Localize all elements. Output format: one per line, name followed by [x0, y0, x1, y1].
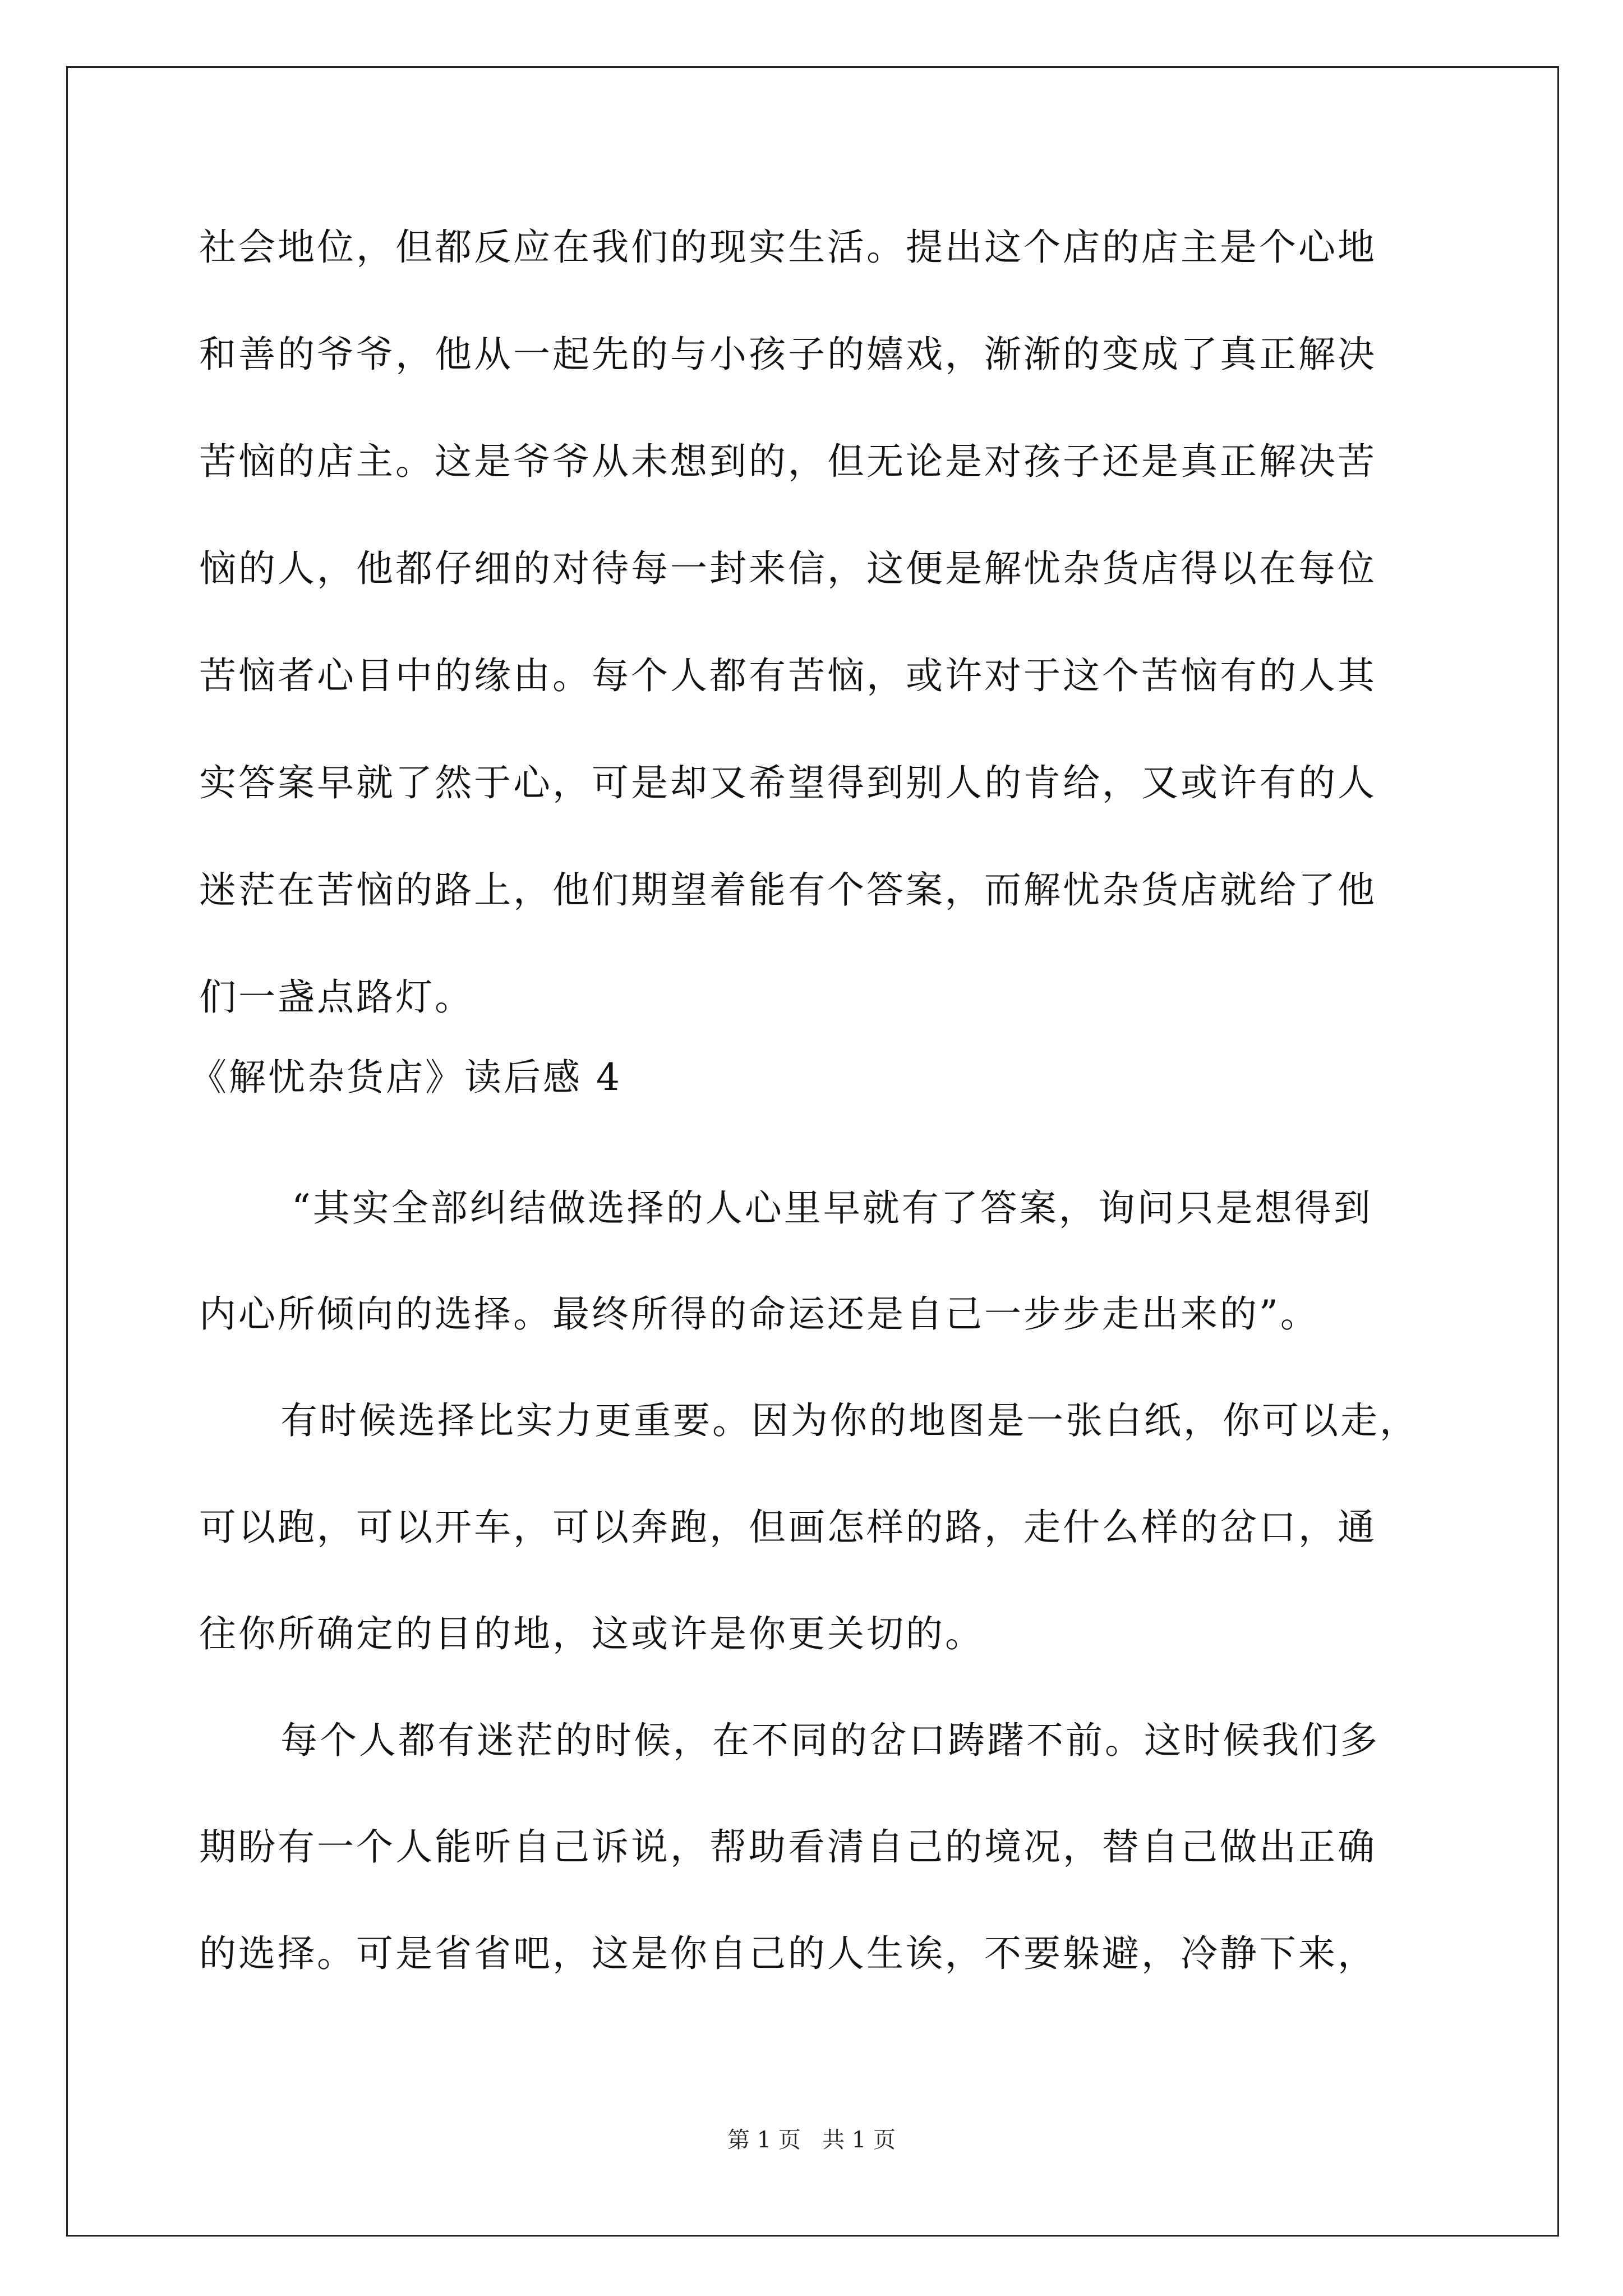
page-footer: 第 1 页 共 1 页: [727, 2127, 896, 2153]
text-line: 的选择。可是省省吧，这是你自己的人生诶，不要躲避，冷静下来，: [199, 1932, 1377, 1975]
section-heading: 《解忧杂货店》读后感 4: [190, 1056, 622, 1099]
text-line: 往你所确定的目的地，这或许是你更关切的。: [199, 1612, 984, 1655]
text-line: 期盼有一个人能听自己诉说，帮助看清自己的境况，替自己做出正确: [199, 1825, 1377, 1869]
text-line: 苦恼者心目中的缘由。每个人都有苦恼，或许对于这个苦恼有的人其: [199, 654, 1377, 697]
text-line: 和善的爷爷，他从一起先的与小孩子的嬉戏，渐渐的变成了真正解决: [199, 333, 1377, 376]
text-line: 有时候选择比实力更重要。因为你的地图是一张白纸，你可以走，: [280, 1399, 1419, 1442]
text-line: 每个人都有迷茫的时候，在不同的岔口踌躇不前。这时候我们多: [280, 1719, 1380, 1762]
text-line: 苦恼的店主。这是爷爷从未想到的，但无论是对孩子还是真正解决苦: [199, 440, 1377, 483]
text-line: 们一盏点路灯。: [199, 976, 474, 1019]
text-line: 内心所倾向的选择。最终所得的命运还是自己一步步走出来的”。: [199, 1292, 1320, 1336]
page-border: [66, 66, 1559, 2237]
text-line: 可以跑，可以开车，可以奔跑，但画怎样的路，走什么样的岔口，通: [199, 1506, 1377, 1549]
text-line: 实答案早就了然于心，可是却又希望得到别人的肯给，又或许有的人: [199, 761, 1377, 804]
text-line: 社会地位，但都反应在我们的现实生活。提出这个店的店主是个心地: [199, 226, 1377, 269]
text-line: 迷茫在苦恼的路上，他们期望着能有个答案，而解忧杂货店就给了他: [199, 868, 1377, 912]
text-line: 恼的人，他都仔细的对待每一封来信，这便是解忧杂货店得以在每位: [199, 547, 1377, 590]
text-line: “其实全部纠结做选择的人心里早就有了答案，询问只是想得到: [292, 1186, 1373, 1230]
